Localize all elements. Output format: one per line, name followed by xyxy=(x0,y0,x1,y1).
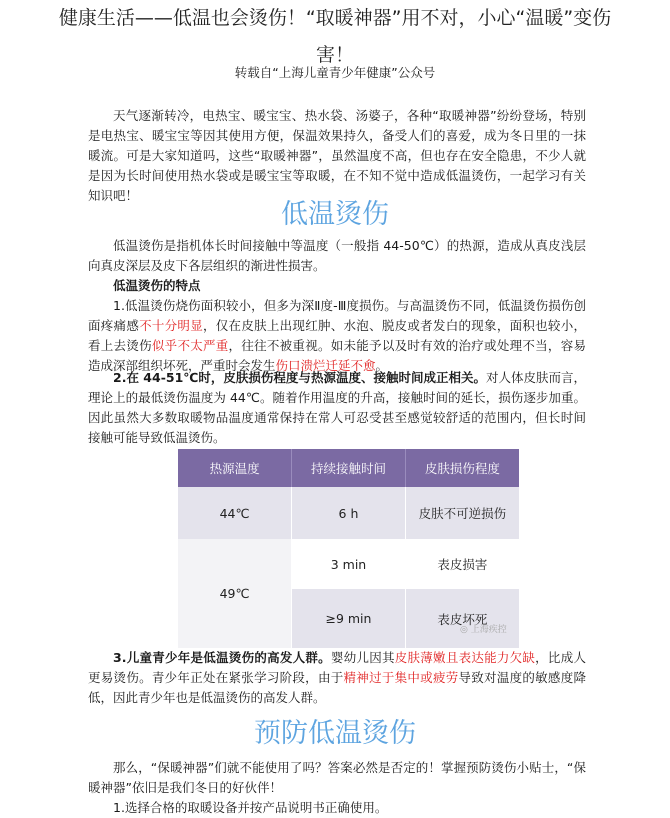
feature-3-paragraph xyxy=(88,648,586,708)
feature-1-emphasis-2: 似乎不太严重 xyxy=(151,338,229,353)
watermark-logo xyxy=(460,622,507,635)
table-row xyxy=(178,539,519,589)
intro-paragraph: 天气逐渐转冷，电热宝、暖宝宝、热水袋、汤婆子，各种“取暖神器”纷纷登场，特别是电热宝、暖宝宝等因其使用方便，保温效果持久，备受人们的喜爱，成为冬日里的一抹暖流。可是大家知道吗，这些“取暖神器”，虽然温度不高，但也存在安全隐患，不少人就是因为长时间使用热水袋或是暖宝宝等取暖，在不知不觉中造成低温烫伤，一起学习有关知识吧！ xyxy=(88,108,586,203)
feature-3-text-c: 导致对温度的敏感度降低，因此青少年也是低温烫伤的高发人群。 xyxy=(88,670,586,705)
section-heading-prevention: 预防低温烫伤 xyxy=(254,718,416,749)
feature-3-text-b: ，比成人更易烫伤。青少年正处在紧张学习阶段，由于 xyxy=(88,650,586,685)
feature-1-paragraph xyxy=(88,296,586,376)
section-heading-low-temp-burn: 低温烫伤 xyxy=(281,199,389,230)
feature-2-text: 对人体皮肤而言，理论上的最低烫伤温度为 44℃。随着作用温度的升高，接触时间的延长，损伤逐步加重。因此虽然大多数取暖物品温度通常保持在常人可忍受甚至感觉较舒适的范围内，但长时间接触可能导致低温烫伤。 xyxy=(88,370,586,445)
feature-1-emphasis-3: 伤口溃烂迁延不愈 xyxy=(275,358,376,373)
article-source: 转载自“上海儿童青少年健康”公众号 xyxy=(234,65,436,80)
table-cell-time: 6 h xyxy=(292,487,406,539)
feature-3-bold: 3.儿童青少年是低温烫伤的高发人群。 xyxy=(113,650,331,665)
feature-1-emphasis-1: 不十分明显 xyxy=(139,318,203,333)
watermark-text: 上海疾控 xyxy=(470,625,507,635)
prevention-tip-1: 1.选择合格的取暖设备并按产品说明书正确使用。 xyxy=(113,800,388,815)
feature-3-emphasis-1: 皮肤薄嫩且表达能力欠缺 xyxy=(394,650,536,665)
feature-2-bold: 2.在 44-51℃时，皮肤损伤程度与热源温度、接触时间成正相关。 xyxy=(113,370,486,385)
feature-3-text-a: 婴幼儿因其 xyxy=(330,650,395,665)
feature-1-text-d: 。 xyxy=(375,358,389,373)
article-title: 健康生活——低温也会烫伤！“取暖神器”用不对，小心“温暖”变伤害！ xyxy=(58,7,612,66)
table-cell-time: 3 min xyxy=(292,539,406,589)
table-row xyxy=(178,487,519,539)
table-cell-time: ≥9 min xyxy=(292,589,406,648)
feature-1-text-b: ，仅在皮肤上出现红肿、水泡、脱皮或者发白的现象，面积也较小，看上去烫伤 xyxy=(88,318,586,353)
table-cell-temp: 49℃ xyxy=(178,539,292,648)
table-cell-damage: 表皮损害 xyxy=(405,539,519,589)
feature-3-emphasis-2: 精神过于集中或疲劳 xyxy=(343,670,459,685)
table-header-time: 持续接触时间 xyxy=(292,449,406,487)
table-header-damage: 皮肤损伤程度 xyxy=(405,449,519,487)
feature-1-text-c: ，往往不被重视。如未能予以及时有效的治疗或处理不当，容易造成深部组织坏死，严重时会发生 xyxy=(88,338,586,373)
definition-paragraph: 低温烫伤是指机体长时间接触中等温度（一般指 44-50℃）的热源，造成从真皮浅层向真皮深层及皮下各层组织的渐进性损害。 xyxy=(88,238,586,273)
table-cell-temp: 44℃ xyxy=(178,487,292,539)
prevention-intro: 那么，“保暖神器”们就不能使用了吗？答案必然是否定的！掌握预防烫伤小贴士，“保暖神器”依旧是我们冬日的好伙伴！ xyxy=(88,760,586,795)
wechat-icon: ◎ xyxy=(460,625,468,635)
feature-1-text-a: 1.低温烫伤烧伤面积较小，但多为深Ⅱ度-Ⅲ度损伤。与高温烫伤不同，低温烫伤损伤创面疼痛感 xyxy=(88,298,586,333)
burn-threshold-table xyxy=(178,449,519,648)
features-title: 低温烫伤的特点 xyxy=(113,278,201,293)
feature-2-paragraph xyxy=(88,368,586,448)
table-header-temp: 热源温度 xyxy=(178,449,292,487)
table-cell-damage: 表皮坏死 xyxy=(405,589,519,648)
table-header-row xyxy=(178,449,519,487)
table-cell-damage: 皮肤不可逆损伤 xyxy=(405,487,519,539)
